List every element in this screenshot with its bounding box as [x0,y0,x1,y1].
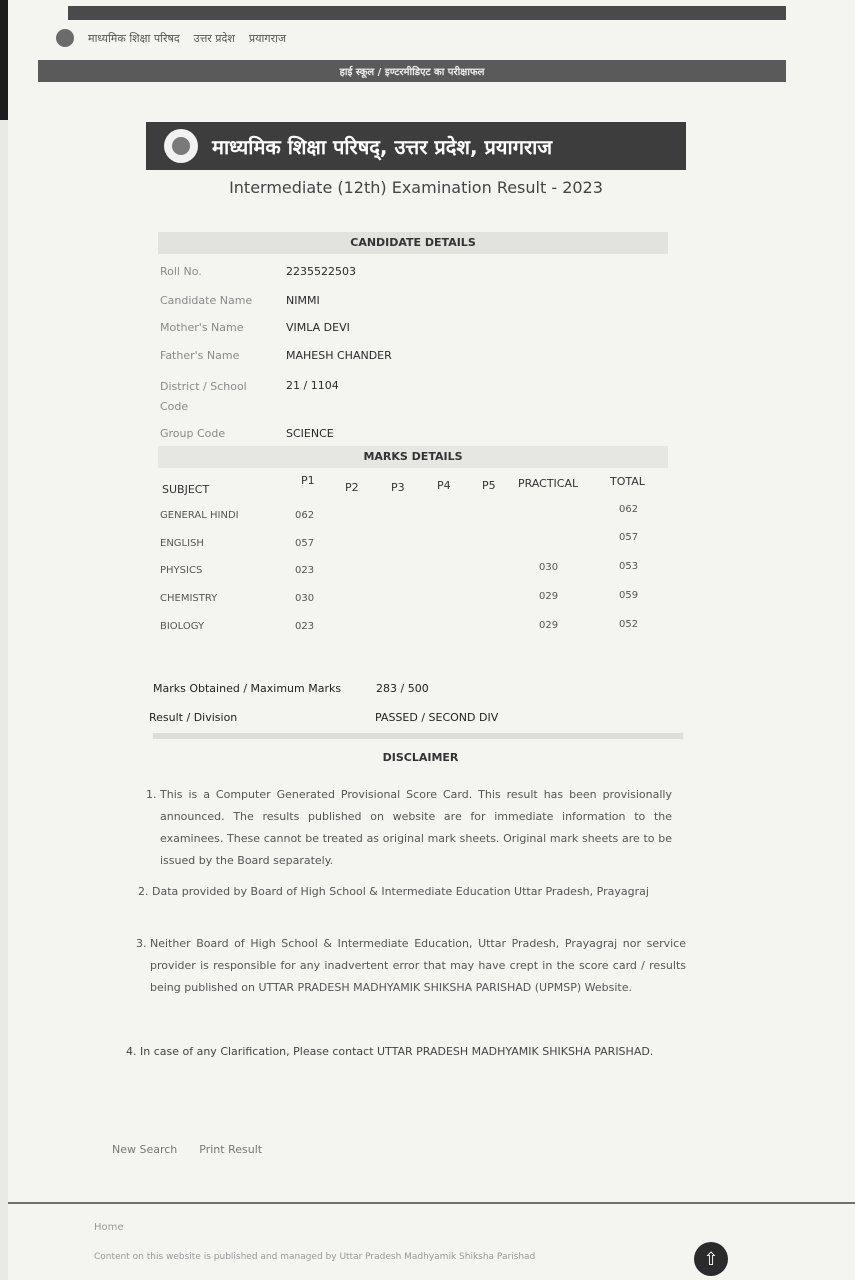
field-father-name [160,349,239,362]
col-p4: P4 [437,479,451,492]
subject-cell: CHEMISTRY [160,593,218,604]
top-strip [68,6,786,20]
new-search-link[interactable]: New Search [112,1143,178,1156]
disclaimer-item [126,1041,688,1063]
disclaimer-item [136,933,686,999]
practical-cell: 029 [539,591,559,602]
p1-cell: 057 [295,538,315,549]
subject-cell: PHYSICS [160,565,203,576]
candidate-details-heading: CANDIDATE DETAILS [158,232,668,254]
p1-cell: 023 [295,621,315,632]
top-city-name: प्रयागराज [248,31,287,45]
disclaimer-item [146,784,672,872]
disclaimer-item [138,881,678,903]
col-p2: P2 [345,481,359,494]
district-school-value: 21 / 1104 [286,379,339,392]
col-p1: P1 [301,474,315,487]
item-text: In case of any Clarification, Please contact UTTAR PRADESH MADHYAMIK SHIKSHA PARISHAD. [140,1045,654,1058]
exam-subtitle: Intermediate (12th) Examination Result - 2023 [229,178,603,197]
item-number: 4. [126,1045,137,1058]
total-cell: 057 [619,532,639,543]
field-district-school [160,377,260,417]
footer-content-note: Content on this website is published and managed by Uttar Pradesh Madhyamik Shiksha Parishad [94,1252,536,1262]
col-subject: SUBJECT [162,483,210,496]
item-number: 1. [146,788,157,801]
print-result-link[interactable]: Print Result [199,1143,263,1156]
result-division-value: PASSED / SECOND DIV [375,711,499,724]
header-banner [146,122,686,170]
top-state-name: उत्तर प्रदेश [193,31,235,45]
board-logo-icon [56,29,74,47]
field-label: District / School Code [160,380,247,413]
subject-cell: BIOLOGY [160,621,205,632]
marks-details-heading: MARKS DETAILS [158,446,668,468]
practical-cell: 030 [539,562,559,573]
col-practical: PRACTICAL [518,477,579,490]
candidate-name-value: NIMMI [286,294,320,307]
subject-cell: GENERAL HINDI [160,510,239,521]
home-link[interactable]: Home [94,1222,124,1233]
page-title: माध्यमिक शिक्षा परिषद्, उत्तर प्रदेश, प्रयागराज [212,134,553,159]
scroll-to-top-button[interactable] [694,1242,728,1276]
item-number: 2. [138,885,149,898]
mother-name-value: VIMLA DEVI [286,321,350,334]
p1-cell: 062 [295,510,315,521]
practical-cell: 029 [539,620,559,631]
board-seal-icon [164,129,198,163]
field-label: Roll No. [160,265,202,278]
field-label: Group Code [160,427,226,440]
total-cell: 052 [619,619,639,630]
item-number: 3. [136,937,147,950]
p1-cell: 023 [295,565,315,576]
father-name-value: MAHESH CHANDER [286,349,392,362]
total-cell: 059 [619,590,639,601]
field-candidate-name [160,294,252,307]
result-strip: हाई स्कूल / इण्टरमीडिएट का परीक्षाफल [38,60,786,82]
footer-divider [8,1202,855,1204]
col-p5: P5 [482,479,496,492]
marks-obtained-value: 283 / 500 [376,682,429,695]
result-page [8,0,855,1280]
item-text: Neither Board of High School & Intermediate Education, Uttar Pradesh, Prayagraj nor service provider is responsible for any inadvertent error that may have crept in the score card / results being published on UTTAR PRADESH MADHYAMIK SHIKSHA PARISHAD (UPMSP) Website. [150,937,686,994]
footer-links [112,1143,262,1156]
p1-cell: 030 [295,593,315,604]
group-code-value: SCIENCE [286,427,334,440]
field-roll-no [160,265,202,278]
field-group-code [160,427,225,440]
result-division-label: Result / Division [149,711,238,724]
arrow-up-icon: ⇧ [703,1248,719,1270]
col-total: TOTAL [610,475,645,488]
field-label: Candidate Name [160,294,253,307]
disclaimer-heading: DISCLAIMER [382,751,459,764]
total-cell: 053 [619,561,639,572]
item-text: This is a Computer Generated Provisional Score Card. This result has been provisionally announced. The results published on website are for immediate information to the examinees. These cannot be treated as original mark sheets. Original mark sheets are to be issued by the Board separately. [160,788,672,867]
col-p3: P3 [391,481,405,494]
field-label: Mother's Name [160,321,244,334]
top-bar [56,24,786,52]
field-label: Father's Name [160,349,240,362]
marks-obtained-label: Marks Obtained / Maximum Marks [153,682,342,695]
top-org-name: माध्यमिक शिक्षा परिषद [88,31,180,45]
subject-cell: ENGLISH [160,538,204,549]
section-divider [153,733,683,739]
total-cell: 062 [619,504,639,515]
item-text: Data provided by Board of High School & Intermediate Education Uttar Pradesh, Prayagraj [152,885,649,898]
field-mother-name [160,321,244,334]
roll-no-value: 2235522503 [286,265,356,278]
